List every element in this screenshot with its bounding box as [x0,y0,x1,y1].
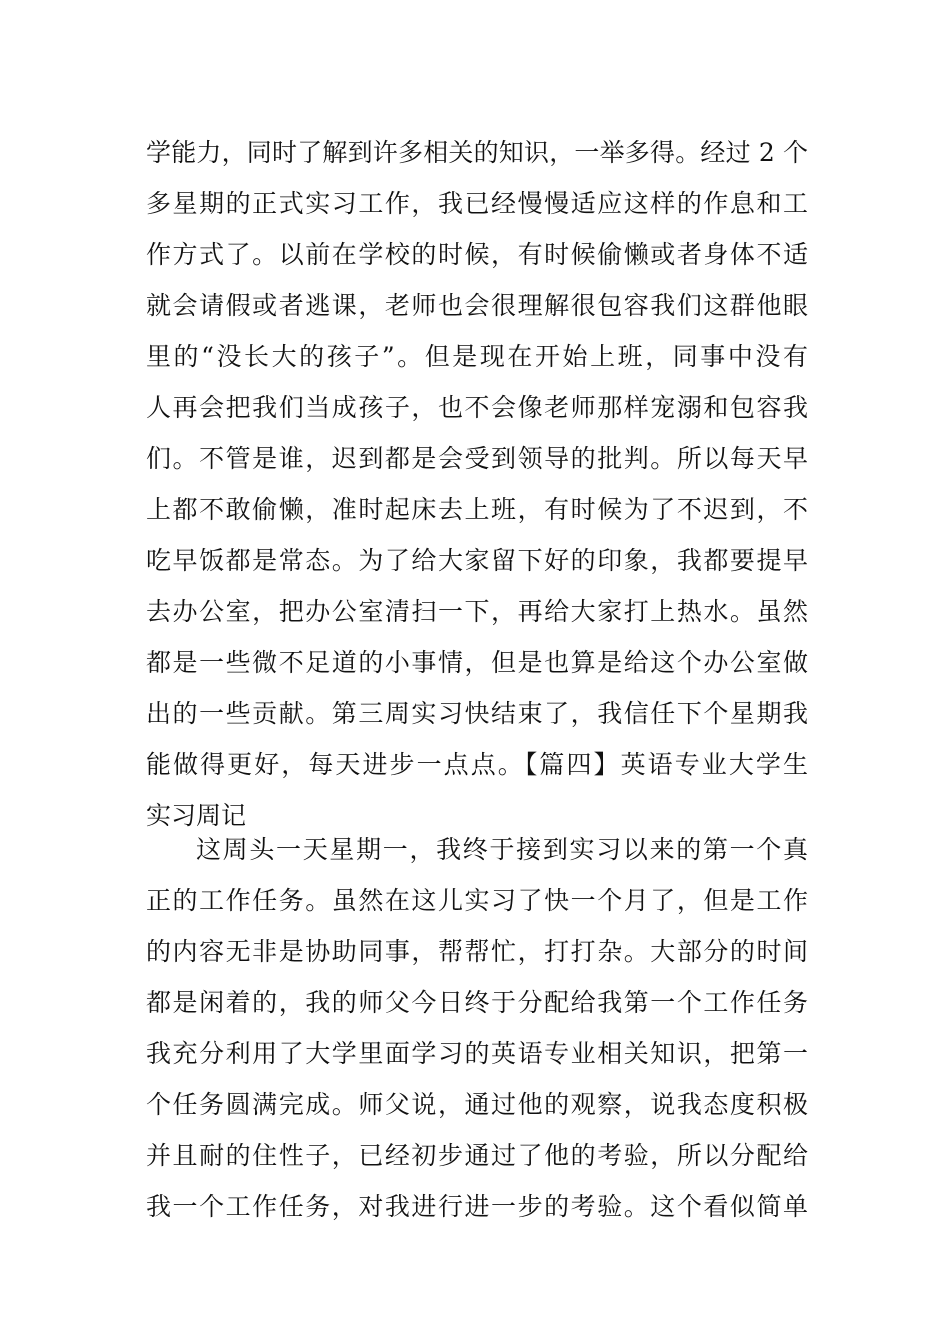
text-line: 去办公室，把办公室清扫一下，再给大家打上热水。虽然 [146,597,808,626]
text-line: 这周头一天星期一，我终于接到实习以来的第一个真 [196,835,808,864]
text-line: 实习周记 [146,801,247,830]
text-line: 多星期的正式实习工作，我已经慢慢适应这样的作息和工 [146,189,808,218]
text-line: 上都不敢偷懒，准时起床去上班，有时候为了不迟到，不 [146,495,808,524]
text-line: 人再会把我们当成孩子，也不会像老师那样宠溺和包容我 [146,393,808,422]
text-line: 能做得更好，每天进步一点点。【篇四】英语专业大学生 [146,750,808,779]
text-line: 正的工作任务。虽然在这儿实习了快一个月了，但是工作 [146,886,808,915]
text-line: 我充分利用了大学里面学习的英语专业相关知识，把第一 [146,1039,808,1068]
text-line: 都是闲着的，我的师父今日终于分配给我第一个工作任务 [146,988,808,1017]
text-line: 吃早饭都是常态。为了给大家留下好的印象，我都要提早 [146,546,808,575]
text-line: 就会请假或者逃课，老师也会很理解很包容我们这群他眼 [146,291,808,320]
text-line: 们。不管是谁，迟到都是会受到领导的批判。所以每天早 [146,444,808,473]
paragraph-1 [146,127,808,841]
text-line: 个任务圆满完成。师父说，通过他的观察，说我态度积极 [146,1090,808,1119]
text-line: 的内容无非是协助同事，帮帮忙，打打杂。大部分的时间 [146,937,808,966]
text-line: 学能力，同时了解到许多相关的知识，一举多得。经过 2 个 [146,138,808,167]
text-line: 我一个工作任务，对我进行进一步的考验。这个看似简单 [146,1192,808,1221]
paragraph-2 [146,824,808,1232]
text-line: 里的“没长大的孩子”。但是现在开始上班，同事中没有 [146,342,808,371]
text-line: 出的一些贡献。第三周实习快结束了，我信任下个星期我 [146,699,808,728]
text-line: 都是一些微不足道的小事情，但是也算是给这个办公室做 [146,648,808,677]
text-line: 并且耐的住性子，已经初步通过了他的考验，所以分配给 [146,1141,808,1170]
text-line: 作方式了。以前在学校的时候，有时候偷懒或者身体不适 [146,240,808,269]
